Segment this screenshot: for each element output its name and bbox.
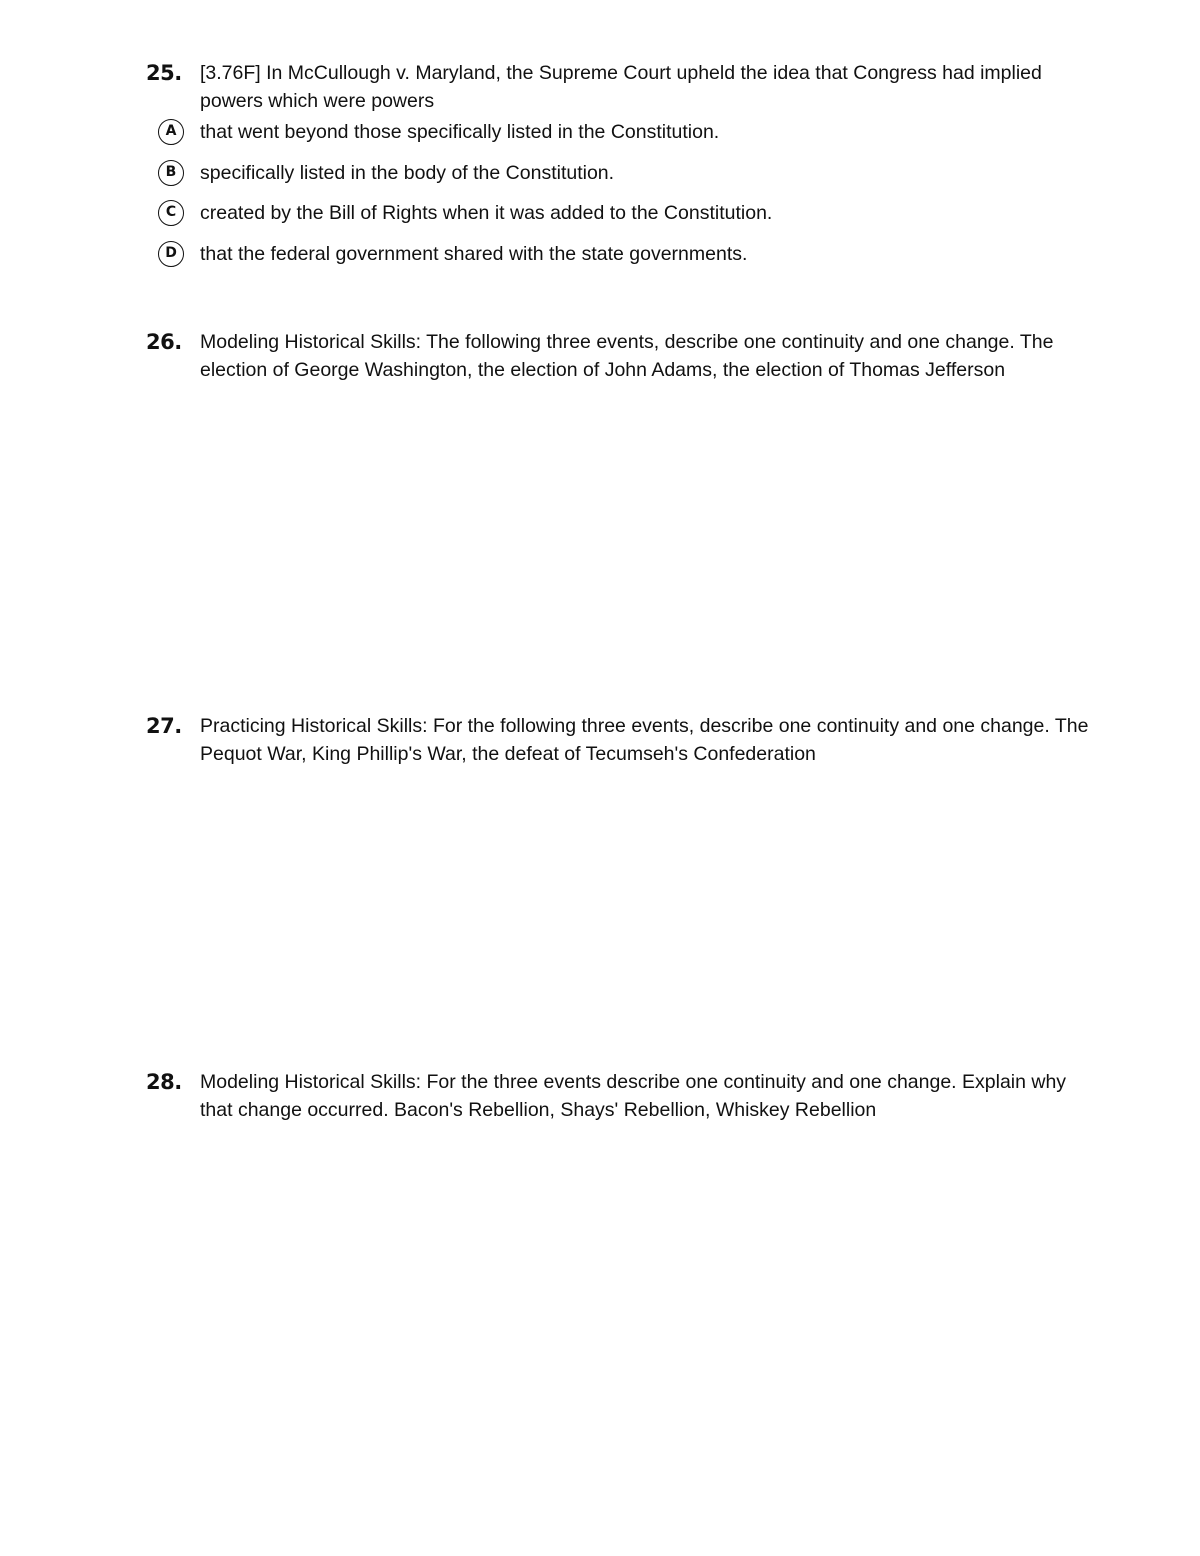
choice-c-text: created by the Bill of Rights when it was added to the Constitution. (200, 202, 773, 225)
question-number: 26. (146, 330, 182, 354)
choice-b[interactable] (158, 158, 1088, 199)
question-number: 28. (146, 1070, 182, 1094)
question-text: Modeling Historical Skills: For the three events describe one continuity and one change. Explain why that change occurred. Bacon's Rebellion, Shays' Rebellion, Whiskey Rebellion (200, 1071, 1067, 1121)
question-number: 25. (146, 61, 182, 85)
choice-d-bubble[interactable]: D (158, 241, 184, 267)
choice-c[interactable] (158, 198, 1088, 239)
choice-c-bubble[interactable]: C (158, 200, 184, 226)
choice-d-text: that the federal government shared with the state governments. (200, 243, 748, 266)
choice-a-text: that went beyond those specifically listed in the Constitution. (200, 121, 720, 143)
question-text: Modeling Historical Skills: The following three events, describe one continuity and one change. The election of George Washington, the election of John Adams, the election of Thomas Jefferson (200, 331, 1054, 381)
question-text: Practicing Historical Skills: For the following three events, describe one continuity and one change. The Pequot War, King Phillip's War, the defeat of Tecumseh's Confederation (200, 715, 1089, 765)
choice-a[interactable] (158, 117, 1088, 158)
choice-b-bubble[interactable]: B (158, 160, 184, 186)
question-text: [3.76F] In McCullough v. Maryland, the Supreme Court upheld the idea that Congress had implied powers which were powers (200, 62, 1042, 112)
answer-choices (158, 117, 1088, 280)
choice-d[interactable] (158, 239, 1088, 280)
choice-a-bubble[interactable]: A (158, 119, 184, 145)
choice-b-text: specifically listed in the body of the Constitution. (200, 161, 615, 184)
question-number: 27. (146, 714, 182, 738)
